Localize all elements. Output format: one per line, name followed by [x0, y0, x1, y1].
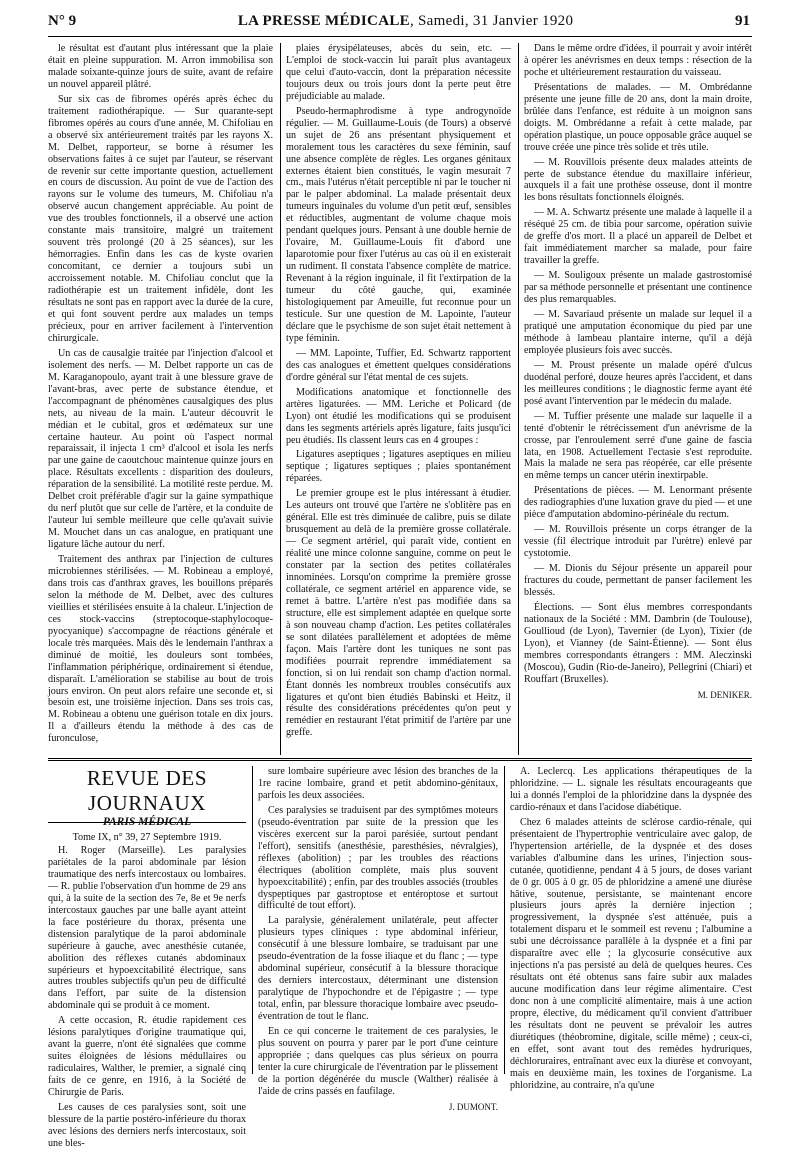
paragraph: — M. Savariaud présente un malade sur lequel il a pratiqué une amputation économique du pied par une méthode à lambeau plantaire interne, qu'il a déjà employée plusieurs fois avec succès.	[524, 309, 752, 356]
column-divider	[280, 43, 281, 755]
paragraph: sure lombaire supérieure avec lésion des branches de la 1re racine lombaire, grand et petit abdomino-génitaux, parfois les deux associées.	[258, 766, 498, 801]
running-title	[238, 13, 573, 30]
page-header	[48, 8, 750, 30]
column-divider	[252, 766, 253, 1074]
paragraph: — M. Rouvillois présente deux malades atteints de perte de substance étendue du maxillaire inférieur, auxquels il a fait une prothèse osseuse, dont il montre les bons résultats fonctionnels éloignés.	[524, 156, 752, 204]
paragraph: Chez 6 malades atteints de sclérose cardio-rénale, qui présentaient de l'hypertrophie ventriculaire avec galop, de l'hypertension artérielle, de la dyspnée et des doses variables d'albumine dans les urines, l'injection sous-cutanée, quotidienne, pendant 4 à 5 jours, de doses variant de 0 gr. 005 à 0 gr. 05 de phloridzine a amené une diurèse hâtive, soutenue, persistante, se maintenant encore plusieurs jours après la dernière injection ; progressivement, la dyspnée s'est atténuée, puis a totalement disparu et le sommeil est revenu ; l'albumine a subi une décroissance parallèle à la dyspnée et a fini par disparaître avec elle ; la glycosurie consécutive aux injections n'a pas persisté au delà de quelques heures. Ces résultats ont été obtenus sans faire subir aux malades aucune modification dans leur régime alimentaire. C'est donc non à une complicité alimentaire, mais à une action propre, élective, du médicament qu'il convient d'attribuer les résultats dont ne peuvent se prévaloir les autres diurétiques (théobromine, digitale, scille même) ; ceux-ci, en effet, sont avant tout des remèdes hydruriques, déchloruraires, entraînant avec eux la diurèse et convoyant, mais en deuxième main, les toxines de l'organisme. La phloridzine, au contraire, n'a qu'une	[510, 816, 752, 1091]
paragraph: Présentations de malades. — M. Ombrédanne présente une jeune fille de 20 ans, dont la main droite, brûlée dans l'enfance, est réduite à un moignon sans doigts. M. Ombrédanne a refait à cette malade, par opération plastique, un pouce opposable grâce auquel se trouve créée une pince très solide et très utile.	[524, 81, 752, 153]
paragraph: Le premier groupe est le plus intéressant à étudier. Les auteurs ont trouvé que l'artère ne s'oblitère pas en général. Elle est très diminuée de calibre, puis se dilate brusquement au delà de la première grosse collatérale. — Ce segment artériel, qui paraît vide, contient en réalité une mince colonne sanguine, comme on peut le constater par la section des petites collatérales innominées. Lorsqu'on comprime la première grosse collatérale, ce segment artériel en apparence vide, se remet à battre. L'artère n'est pas modifiée dans sa structure, elle est simplement adaptée en quelque sorte à son nouveau champ d'action. Les petites collatérales se sont dilatées parallèlement et adoptées de même façon. Mais l'artère dont les tuniques ne sont pas modifiées pourrait reprendre immédiatement sa fonction, si on lui rendait son champ d'action normal. Étant donnés les nombreux troubles consécutifs aux ligatures et qu'ont bien étudiés Babinski et Heitz, il résulte des considérations précédentes qu'on peut y remédier en restaurant l'état primitif de l'artère par une greffe.	[286, 488, 511, 739]
paragraph: — M. Dionis du Séjour présente un appareil pour fractures du coude, permettant de panser facilement les blessés.	[524, 563, 752, 598]
paragraph: Modifications anatomique et fonctionnelle des artères ligaturées. — MM. Leriche et Policard (de Lyon) ont étudié les modifications qui se produisent dans les segments artériels après ligature, faits jusqu'ici peu étudiés. Ils classent leurs cas en 4 groupes :	[286, 386, 511, 446]
paragraph: — M. Tuffier présente une malade sur laquelle il a tenté d'obtenir le rétrécissement d'un anévrisme de la crosse, par l'enroulement serré d'une gaine de fascia lata, en 1908. Actuellement l'ectasie s'est reproduite. Mais la malade ne sera pas réopérée, car elle présente en même temps un cancer utérin inextirpable.	[524, 410, 752, 482]
journal-name: LA PRESSE MÉDICALE	[237, 13, 410, 29]
column-5	[258, 766, 498, 1112]
column-1	[48, 43, 273, 758]
column-4	[48, 845, 246, 1149]
column-divider	[518, 43, 519, 755]
paragraph: Pseudo-hermaphrodisme à type androgynoïde régulier. — M. Guillaume-Louis (de Tours) a observé un sujet de 26 ans présentant physiquement et moralement tous les caractères du sexe féminin, sauf une absence complète de règles. Les organes génitaux externes étaient bien constitués, le vagin mesurait 7 cm., mais l'utérus n'était perceptible ni par le toucher ni par le palper abdominal. La malade présentait deux tumeurs inguinales du volume d'un petit œuf, sensibles et réductibles, augmentant de volume chaque mois pendant quelques jours. Pensant à une double hernie de l'ovaire, M. Guillaume-Louis fit d'abord une laparotomie pour fixer l'utérus au cas où il en existerait un rudiment. Il constata l'absence complète de matrice. Revenant à la région inguinale, il fit l'extirpation de la tumeur du côté gauche, qui, examinée histologiquement par Ameuille, fut reconnue pour un testicule. Sur une question de M. Lapointe, l'auteur déclare que le psychisme de son sujet était nettement à type féminin.	[286, 105, 511, 344]
paragraph: H. Roger (Marseille). Les paralysies pariétales de la paroi abdominale par lésion traumatique des nerfs intercostaux ou lombaires. — R. publie l'observation d'un homme de 29 ans qui, à la suite de la section des 7e, 8e et 9e nerfs intercostaux gauches par une balle ayant atteint la face postérieure du thorax, présenta une distension paralytique de la paroi abdominale supérieure à gauche, avec anesthésie cutanée, abolition des réflexes cutanés abdominaux supérieurs et hypoexcitabilité électrique, sans autres troubles subjectifs qu'un peu de difficulté dans l'effort, par suite de la distension abdominale qui se produit à ce moment.	[48, 845, 246, 1012]
paragraph: Sur six cas de fibromes opérés après échec du traitement radiothérapique. — Sur quarante-sept fibromes opérés au cours d'une année, M. Chifoliau en a observé six antérieurement traités par les rayons X. M. Delbet, rapporteur, se borne à résumer les observations faites à ce sujet par l'auteur, se réservant de revenir sur cette importante question, actuellement en cours de discussion. Au point de vue de l'action des rayons sur le volume des tumeurs, M. Chifoliau n'a observé aucun changement appréciable. Au point de vue des troubles fonctionnels, il a observé une action constante mais transitoire, malgré un traitement souvent très prolongé (20 à 25 séances), sur les hémorragies. Enfin dans les cas de kyste ovarien concomitant, ce dernier a toujours subi un accroissement notable. M. Chifoliau conclut que la radiothérapie est un traitement infidèle, dont les résultats ne sont pas en rapport avec la durée de la cure, et qui font souvent perdre aux malades un temps précieux, pour en arriver facilement à l'intervention chirurgicale.	[48, 93, 273, 344]
paragraph: Traitement des anthrax par l'injection de cultures microbiennes stérilisées. — M. Robineau a employé, dans trois cas d'anthrax graves, les bouillons préparés selon la méthode de M. Delbet, avec des cultures vieillies et stérilisées ensuite à la chaleur. L'injection de ces stock-vaccins (streptocoque-staphylocoque-pyocyanique) s'accompagne de réactions générale et locale très marquées. Mais dès le lendemain l'anthrax a diminué de moitié, les douleurs sont tombées, l'inflammation périphérique, ordinairement si étendue, disparaît. L'amélioration se stabilise au bout de trois jours environ. On peut alors refaire une seconde et, si besoin est, une troisième injection. Dans ses trois cas, M. Robineau a obtenu une guérison totale en dix jours. Il a d'ailleurs étendu la méthode à des cas de furonculose,	[48, 554, 273, 745]
column-6	[510, 766, 752, 1091]
section-title: REVUE DES JOURNAUX	[48, 766, 246, 823]
paragraph: — M. Rouvillois présente un corps étranger de la vessie (fil électrique introduit par l'urètre) enlevé par cystotomie.	[524, 524, 752, 560]
column-divider	[504, 766, 505, 1074]
journal-title: PARIS MÉDICAL	[102, 816, 192, 828]
paragraph: — M. A. Schwartz présente une malade à laquelle il a réséqué 25 cm. de tibia pour sarcome, opération suivie de greffe d'os mort. Il a placé un appareil de Delbet et fait immédiatement marcher sa malade, pour faire travailler la greffe.	[524, 207, 752, 267]
author-signature: M. DENIKER.	[697, 689, 752, 700]
paragraph: Présentations de pièces. — M. Lenormant présente des radiographies d'une luxation grave du pied — et une pièce d'amputation abdomino-périnéale du rectum.	[524, 485, 752, 521]
paragraph: A cette occasion, R. étudie rapidement ces lésions paralytiques d'origine traumatique qui, avant la guerre, n'ont été signalées que comme suites éloignées de lésions médullaires ou radiculaires, Walther, le premier, a signalé cinq faits de ce genre, en 1916, à la Société de Chirurgie de Paris.	[48, 1015, 246, 1099]
author-signature: J. DUMONT.	[448, 1101, 498, 1112]
paragraph: Ces paralysies se traduisent par des symptômes moteurs (pseudo-éventration par suite de la pression que les viscères exercent sur la paroi parésiée, surtout pendant l'effort), sensitifs (anesthésie, paresthésies, névralgies), réflexes (abolition) ; par les troubles des réactions électriques (abolition complète, mais plus souvent hypoexcitabilité) ; enfin, par des troubles associés (troubles dyspeptiques par gastroptose et entéroptose et surtout difficulté de tout effort).	[258, 804, 498, 912]
header-rule	[48, 36, 752, 37]
paragraph: Les causes de ces paralysies sont, soit une blessure de la partie postéro-inférieure du thorax avec lésions des derniers nerfs intercostaux, soit une bles-	[48, 1102, 246, 1149]
paragraph: Dans le même ordre d'idées, il pourrait y avoir intérêt à opérer les anévrismes en deux temps : résection de la poche et ultérieurement restauration du vaisseau.	[524, 43, 752, 78]
paragraph: le résultat est d'autant plus intéressant que la plaie était en pleine suppuration. M. Arron immobilisa son malade soixante-quinze jours de suite, avant de refaire un nouvel appareil plâtré.	[48, 43, 273, 90]
paragraph: — M. Souligoux présente un malade gastrostomisé par sa méthode personnelle et présentant une continence des plus remarquables.	[524, 270, 752, 306]
paragraph: En ce qui concerne le traitement de ces paralysies, le plus souvent on pourra y parer par le port d'une ceinture appropriée ; dans quelques cas plus sérieux on pourra tenter la cure chirurgicale de l'éventration par le plissement de la portion dégénérée du muscle (Walther) réalisée à l'aide de crins passés en faufilage.	[258, 1026, 498, 1097]
paragraph: A. Leclercq. Les applications thérapeutiques de la phloridzine. — L. signale les résultats encourageants que lui a donnés l'emploi de la phloridzine dans la dyspnée des cardio-rénaux et dans l'acidose diabétique.	[510, 766, 752, 813]
paragraph: — M. Proust présente un malade opéré d'ulcus duodénal perforé, douze heures après l'accident, et dans les meilleures conditions ; le diagnostic ferme ayant été posé avant l'intervention par le médecin du malade.	[524, 359, 752, 407]
issue-number: N° 9	[48, 13, 77, 29]
page-number: 91	[734, 13, 750, 29]
paragraph: — MM. Lapointe, Tuffier, Ed. Schwartz rapportent des cas analogues et émettent quelques considérations d'ordre général sur l'état mental de ces sujets.	[286, 347, 511, 383]
paragraph: Élections. — Sont élus membres correspondants nationaux de la Société : MM. Dambrin (de Toulouse), Goullioud (de Lyon), Tavernier (de Lyon), Tixier (de Lyon), et Vianney (de Saint-Étienne). — Sont élus membres correspondants étrangers : MM. Aleczinski (Moscou), Gudin (Rio-de-Janeiro), Pellegrini (Chiari) et Rouffart (Bruxelles).	[524, 601, 752, 685]
section-rule	[48, 758, 752, 761]
column-2	[286, 43, 511, 758]
paragraph: Un cas de causalgie traitée par l'injection d'alcool et isolement des nerfs. — M. Delbet rapporte un cas de M. Karaganopoulo, ayant trait à une blessure grave de l'avant-bras, avec perte de substance étendue, et l'accompagnant de phénomènes causalgiques des plus nets, au niveau de la main. L'auteur découvrit le médian et le cubital, gros et œdémateux sur une certaine hauteur. Au point où l'aspect normal reparaissait, il injecta 1 cm³ d'alcool et isola les nerfs par une gaine de caoutchouc maintenue quinze jours en place. Résultats excellents : disparition des douleurs, réparation de la sensibilité. La motilité reste perdue. M. Delbet croit préférable d'agir sur la gaine sympathique du nerf plutôt que sur celle de l'artère, et la conduite de l'auteur lui semble meilleure que celle qu'avait suivie M. Mouchet dans un cas analogue, en pratiquant une ligature lâche autour du nerf.	[48, 347, 273, 551]
paragraph: La paralysie, généralement unilatérale, peut affecter plusieurs types cliniques : type abdominal inférieur, consécutif à une blessure lombaire, se traduisant par une pseudo-éventration de la fosse iliaque et du flanc ; — type abdominal supérieur, consécutif à la blessure thoracique des derniers intercostaux, déterminant une distension paralytique de l'hypochondre et de l'épigastre ; — type total, enfin, par blessure thoracique lombaire avec pseudo-éventration de tout le flanc.	[258, 915, 498, 1023]
paragraph: plaies érysipélateuses, abcès du sein, etc. — L'emploi de stock-vaccin lui paraît plus avantageux que celui d'auto-vaccin, dont la préparation nécessite toujours deux ou trois jours dont la perte peut être préjudiciable au malade.	[286, 43, 511, 102]
paragraph: Ligatures aseptiques ; ligatures aseptiques en milieu septique ; ligatures septiques ; plaies spontanément réparées.	[286, 449, 511, 485]
column-3	[524, 43, 752, 758]
journal-issue: Tome IX, n° 39, 27 Septembre 1919.	[72, 832, 222, 843]
issue-date: , Samedi, 31 Janvier 1920	[409, 13, 574, 29]
